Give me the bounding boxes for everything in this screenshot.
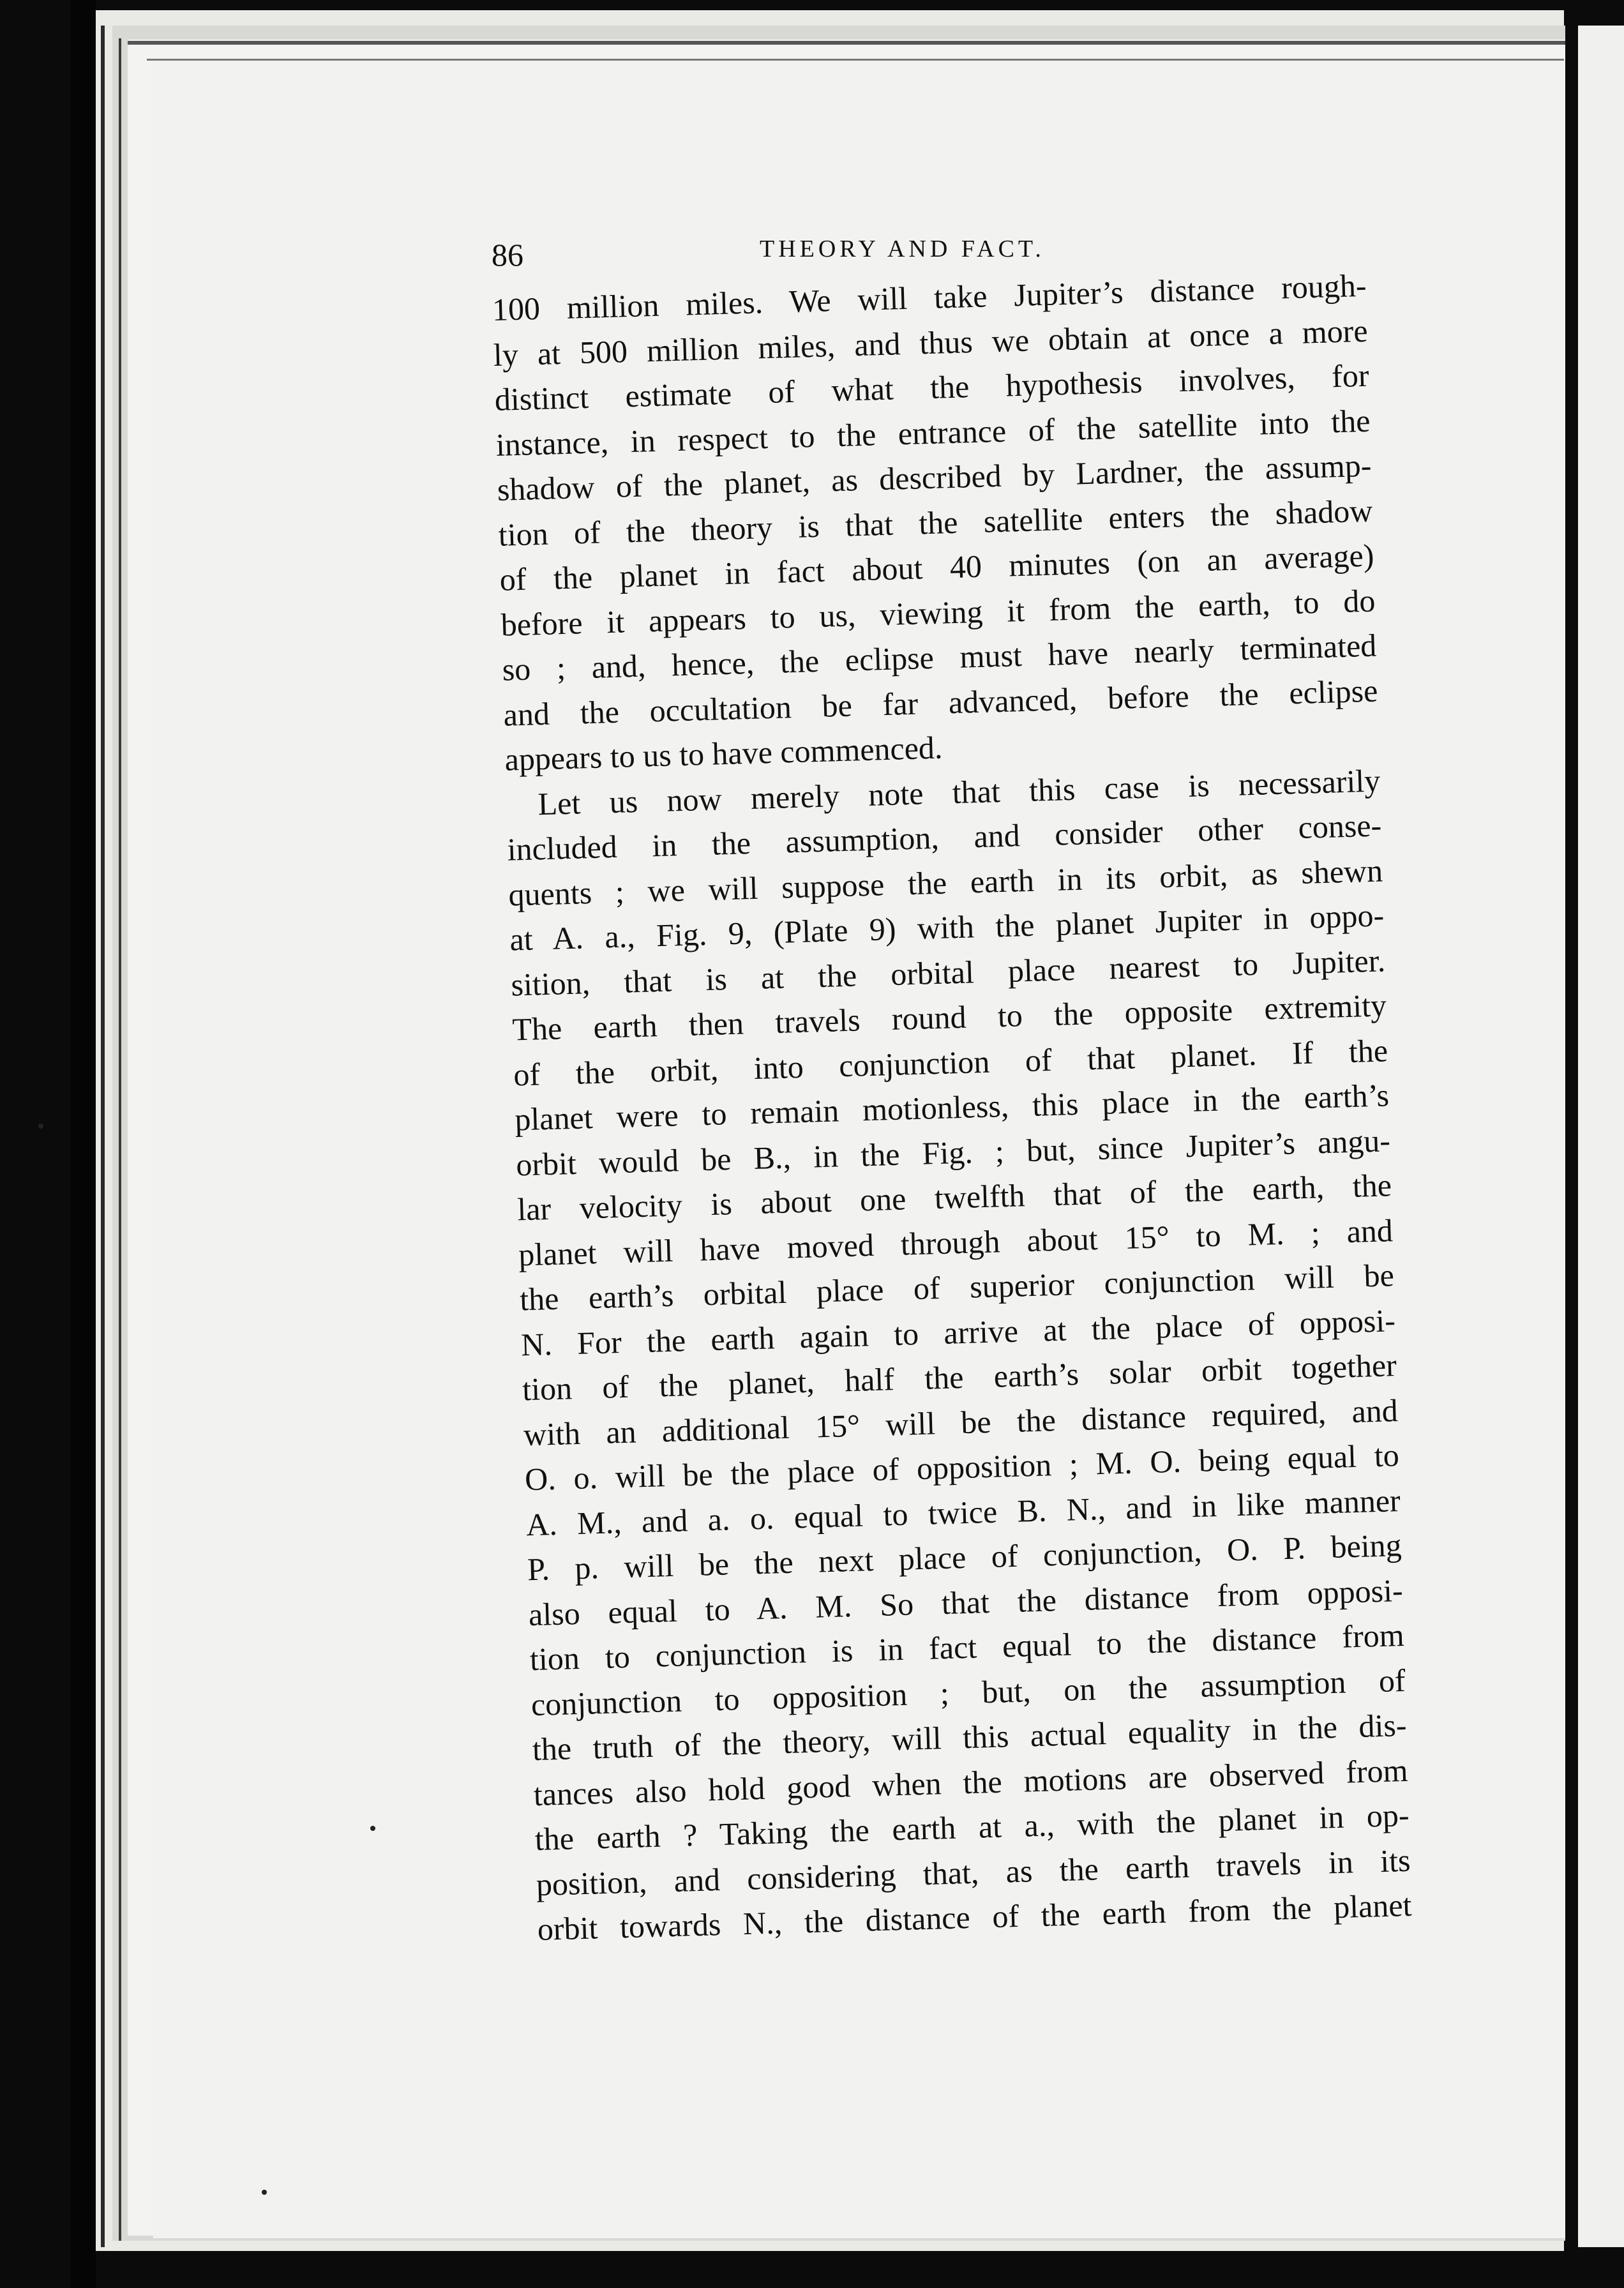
text-line: instance, in respect to the entrance of the satellite into the [495, 402, 1371, 463]
text-line: planet will have moved through about 15° to M. ; and [518, 1212, 1394, 1272]
text-line: before it appears to us, viewing it from the earth, to do [500, 582, 1376, 643]
body-text [492, 263, 1412, 1952]
scan-speck [38, 1124, 43, 1129]
book-spine-shadow [70, 0, 96, 2288]
text-line: Let us now merely note that this case is necessarily [537, 762, 1381, 822]
scan-speck [370, 1826, 375, 1831]
text-line: tances also hold good when the motions are observed from [533, 1752, 1409, 1812]
text-line: The earth then travels round to the opposite extremity [511, 987, 1387, 1048]
text-line: A. M., and a. o. equal to twice B. N., and in like manner [525, 1482, 1401, 1542]
text-line: shadow of the planet, as described by Lardner, the assump- [497, 447, 1372, 508]
text-line: the truth of the theory, will this actual equality in the dis- [532, 1706, 1408, 1768]
text-line: orbit would be B., in the Fig. ; but, since Jupiter’s angu- [515, 1122, 1391, 1182]
text-line: 100 million miles. We will take Jupiter’s distance rough- [492, 267, 1367, 327]
gutter-shadow [1565, 0, 1578, 2288]
text-line: conjunction to opposition ; but, on the assumption of [530, 1662, 1406, 1722]
page-number: 86 [492, 237, 523, 273]
text-line: of the planet in fact about 40 minutes (on an average) [499, 537, 1375, 598]
text-line: appears to us to have commenced. [504, 729, 944, 778]
text-line: N. For the earth again to arrive at the place of opposi- [520, 1302, 1396, 1362]
text-line: O. o. will be the place of opposition ; M. O. being equal to [524, 1437, 1400, 1498]
text-line: tion of the planet, half the earth’s solar orbit together [522, 1347, 1397, 1408]
text-line: the earth’s orbital place of superior conjunction will be [519, 1257, 1395, 1318]
page-top-edge [128, 41, 1570, 45]
scan-speck [262, 2190, 267, 2195]
text-line: tion to conjunction is in fact equal to the distance from [529, 1616, 1405, 1678]
facing-page-edge [1578, 26, 1624, 2247]
page-stack-line [119, 38, 121, 2241]
page-top-edge [147, 59, 1564, 61]
text-line: lar velocity is about one twelfth that of the earth, the [516, 1167, 1392, 1228]
text-line: ly at 500 million miles, and thus we obtain at once a more [493, 312, 1369, 373]
text-line: sition, that is at the orbital place nearest to Jupiter. [510, 942, 1386, 1003]
text-line: the earth ? Taking the earth at a., with the planet in op- [534, 1796, 1410, 1858]
page-stack-line [101, 26, 105, 2247]
text-line: quents ; we will suppose the earth in its orbit, as shewn [508, 852, 1383, 913]
text-line: of the orbit, into conjunction of that planet. If the [513, 1032, 1388, 1093]
text-line: distinct estimate of what the hypothesis involves, for [494, 357, 1370, 418]
text-line: position, and considering that, as the earth travels in its [536, 1842, 1411, 1902]
running-title: THEORY AND FACT. [760, 236, 1045, 262]
text-line: and the occultation be far advanced, before the eclipse [502, 672, 1378, 733]
text-line: P. p. will be the next place of conjunction, O. P. being [527, 1526, 1402, 1588]
text-line: also equal to A. M. So that the distance from opposi- [528, 1572, 1404, 1632]
text-line: tion of the theory is that the satellite enters the shadow [498, 492, 1374, 553]
text-line: orbit towards N., the distance of the earth from the planet [537, 1886, 1413, 1947]
text-line: at A. a., Fig. 9, (Plate 9) with the planet Jupiter in oppo- [509, 897, 1385, 958]
text-line: so ; and, hence, the eclipse must have nearly terminated [501, 627, 1377, 688]
text-line: planet were to remain motionless, this place in the earth’s [514, 1077, 1390, 1138]
text-line: with an additional 15° will be the distance required, and [523, 1392, 1399, 1452]
text-line: included in the assumption, and consider other conse- [506, 807, 1382, 868]
